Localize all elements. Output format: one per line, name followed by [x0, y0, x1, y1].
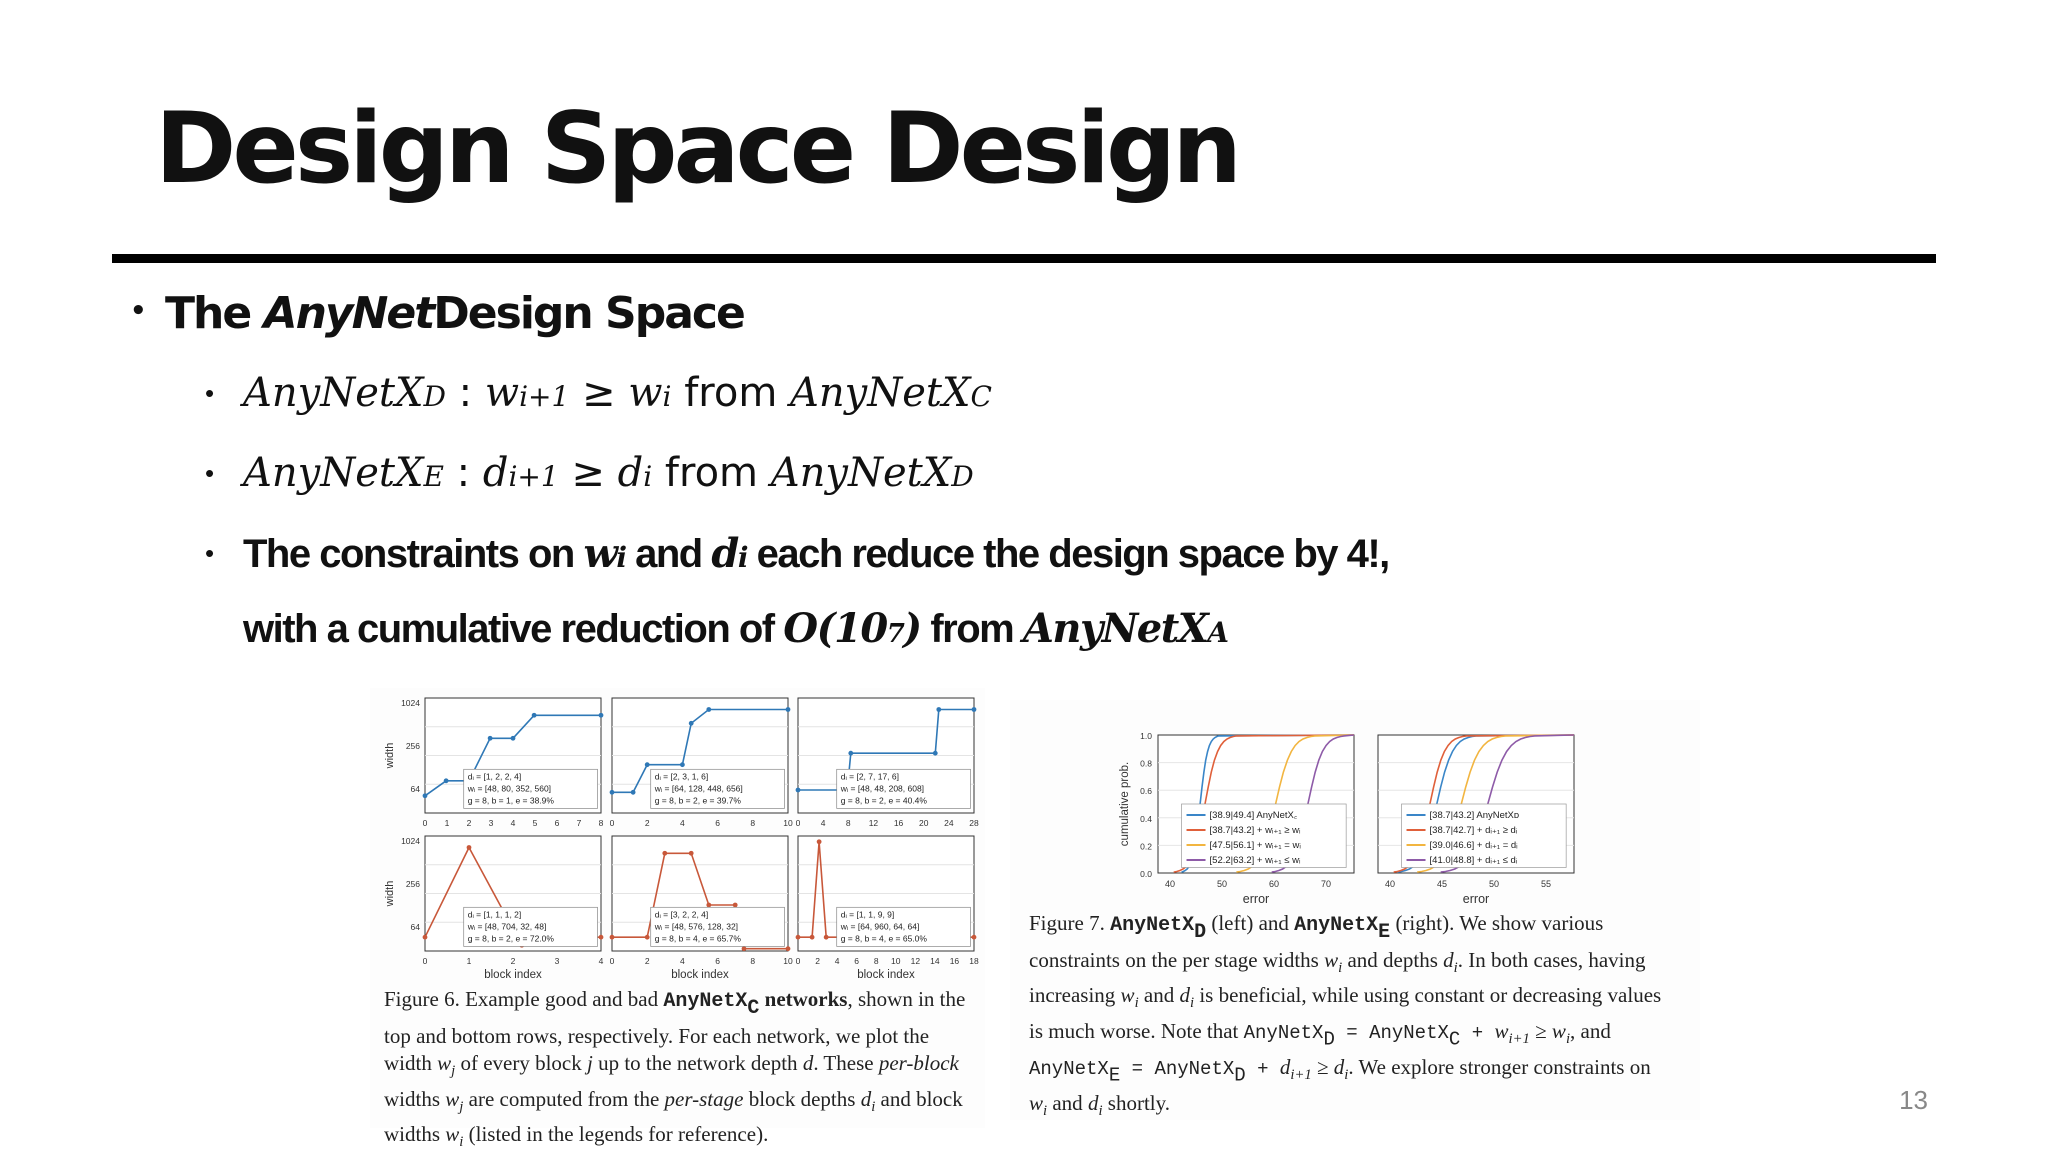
caption-sub: i	[1344, 1067, 1349, 1084]
fig6-xtick-label: 0	[422, 818, 428, 828]
fig6-point	[645, 935, 650, 940]
fig6-point	[423, 793, 428, 798]
geq-symbol: ≥	[558, 450, 618, 496]
fig6-subplot	[610, 836, 793, 981]
fig7-subplot	[1378, 735, 1574, 906]
fig6-xtick-label: 10	[891, 956, 901, 966]
fig6-xtick-label: 16	[893, 818, 904, 828]
bullet-text: The	[165, 288, 251, 339]
fig6-xlabel: block index	[671, 969, 729, 981]
fig6-xtick-label: 7	[576, 818, 582, 828]
bullet-dot: •	[205, 458, 215, 488]
fig6-xtick-label: 2	[466, 818, 472, 828]
fig6-xtick-label: 0	[609, 956, 615, 966]
fig6-legend-entry: g = 8, b = 1, e = 38.9%	[467, 795, 554, 806]
fig6-point	[610, 935, 615, 940]
bullet-constraints-line2	[243, 605, 1227, 652]
fig6-point	[972, 707, 977, 712]
fig6-xtick-label: 0	[795, 956, 801, 966]
caption-sub: D	[1234, 1064, 1246, 1087]
caption-math: w	[1029, 1091, 1044, 1116]
fig6-xtick-label: 6	[854, 956, 860, 966]
fig6-xlabel: block index	[857, 969, 915, 981]
fig6-point	[824, 935, 829, 940]
fig6-xtick-label: 6	[715, 818, 720, 828]
caption-sub: C	[747, 997, 760, 1020]
subscript: i+1	[508, 460, 559, 493]
caption-sub: i	[871, 1098, 876, 1115]
fig6-xtick-label: 12	[868, 818, 879, 828]
math-term: AnyNetX	[790, 370, 971, 416]
big-o-close: )	[903, 605, 921, 652]
caption-code: =	[1120, 1057, 1155, 1080]
caption-text: ≥	[1529, 1018, 1552, 1043]
caption-text: and	[1047, 1091, 1088, 1116]
fig6-legend-entry: g = 8, b = 2, e = 40.4%	[840, 795, 927, 806]
fig6-point	[733, 903, 738, 908]
math-term: w	[628, 370, 663, 416]
fig6-point	[599, 713, 604, 718]
bullet-constraints-line1	[205, 530, 1389, 577]
figure7-caption	[1029, 910, 1669, 1126]
caption-text: and block widths	[384, 1086, 963, 1147]
caption-code: AnyNetX	[1243, 1021, 1324, 1044]
caption-code: AnyNetX	[1110, 914, 1195, 937]
fig6-subplot	[796, 698, 979, 828]
fig6-xtick-label: 4	[680, 818, 685, 828]
caption-sub: i	[1565, 1030, 1571, 1047]
fig6-ytick-label: 256	[405, 741, 420, 751]
caption-sub: i	[1338, 959, 1343, 976]
fig6-xtick-label: 4	[834, 956, 840, 966]
caption-sub: i	[1134, 995, 1139, 1012]
caption-text: , and	[1570, 1018, 1611, 1043]
caption-sub: i	[1043, 1103, 1048, 1120]
fig6-point	[444, 778, 449, 783]
caption-code: AnyNetX	[1154, 1057, 1235, 1080]
fig6-xtick-label: 28	[969, 818, 979, 828]
caption-math: d	[1443, 947, 1454, 972]
caption-text: . We explore stronger constraints on	[1348, 1054, 1651, 1079]
fig7-ytick-label: 0.0	[1140, 869, 1152, 879]
caption-sub: C	[1448, 1028, 1461, 1051]
fig7-ytick-label: 0.4	[1140, 813, 1152, 824]
bullet-text: from	[920, 607, 1023, 651]
fig6-xtick-label: 0	[795, 818, 801, 828]
fig6-legend-entry: wᵢ = [48, 80, 352, 560]	[467, 783, 552, 794]
math-term: d	[482, 450, 509, 496]
fig6-point	[532, 713, 537, 718]
caption-math: w	[1324, 947, 1339, 972]
caption-math: w	[445, 1122, 460, 1147]
fig7-xtick-label: 40	[1164, 879, 1176, 889]
fig6-xlabel: block index	[484, 969, 542, 981]
fig6-legend-entry: g = 8, b = 2, e = 39.7%	[654, 795, 741, 806]
caption-math: d	[1179, 983, 1190, 1008]
caption-math: w	[445, 1086, 460, 1111]
fig6-ylabel: width	[384, 742, 396, 769]
fig7-xtick-label: 60	[1268, 879, 1280, 889]
bullet-text: The constraints on	[243, 532, 584, 576]
caption-code: +	[1245, 1057, 1280, 1080]
caption-math: d	[1087, 1091, 1099, 1116]
fig6-xtick-label: 3	[488, 818, 494, 828]
fig6-xtick-label: 1	[444, 818, 450, 828]
caption-sub: i	[1453, 959, 1458, 976]
caption-math: w	[437, 1051, 452, 1075]
caption-sub: i	[1189, 995, 1195, 1012]
fig6-point	[786, 946, 791, 951]
colon: :	[445, 370, 485, 416]
fig6-point	[511, 736, 516, 741]
fig6-subplot	[796, 836, 979, 981]
fig6-xtick-label: 8	[750, 956, 756, 966]
fig6-point	[706, 707, 711, 712]
fig6-legend-entry: wᵢ = [64, 128, 448, 656]	[654, 783, 743, 794]
fig7-ylabel: cumulative prob.	[1119, 761, 1131, 847]
fig7-xlabel: error	[1242, 892, 1270, 906]
math-term: d	[617, 450, 644, 496]
fig6-legend-entry: dᵢ = [2, 3, 1, 6]	[654, 771, 709, 782]
fig7-xtick-label: 55	[1540, 879, 1552, 889]
caption-code: =	[1334, 1021, 1370, 1044]
fig6-point	[662, 851, 667, 856]
from-text: from	[671, 370, 790, 416]
fig6-xtick-label: 3	[554, 956, 560, 966]
fig6-xtick-label: 8	[598, 818, 604, 828]
caption-text: of every block	[455, 1051, 587, 1075]
caption-italic: per-stage	[664, 1086, 744, 1111]
fig6-xtick-label: 2	[510, 956, 516, 966]
slide-title: Design Space Design	[155, 92, 1238, 206]
fig6-xtick-label: 2	[644, 818, 650, 828]
page-number: 13	[1899, 1085, 1928, 1115]
subscript: i	[737, 541, 747, 574]
fig6-xtick-label: 4	[680, 956, 685, 966]
caption-text: . These	[813, 1051, 879, 1075]
math-term: AnyNetX	[770, 450, 952, 496]
bullet-anynetxe	[205, 450, 974, 496]
fig6-legend-entry: dᵢ = [3, 2, 2, 4]	[654, 909, 709, 920]
caption-text: ≥	[1311, 1054, 1334, 1079]
caption-sub: i	[459, 1134, 464, 1151]
caption-bold: networks	[759, 987, 848, 1011]
caption-sub: i+1	[1290, 1067, 1312, 1084]
fig6-xtick-label: 4	[510, 818, 516, 828]
caption-sub: i	[1098, 1103, 1103, 1120]
caption-text: and	[1138, 983, 1180, 1008]
caption-text: and depths	[1342, 947, 1444, 972]
caption-math: w	[1551, 1018, 1566, 1043]
caption-sub: E	[1108, 1064, 1121, 1087]
fig6-point	[488, 736, 493, 741]
caption-code: AnyNetX	[1029, 1057, 1109, 1080]
subscript: E	[423, 460, 444, 493]
caption-sub: i+1	[1508, 1030, 1530, 1047]
subscript: A	[1207, 616, 1228, 649]
fig6-ylabel: width	[384, 880, 396, 907]
caption-math: d	[802, 1051, 814, 1075]
fig7-ytick-label: 0.2	[1140, 841, 1152, 852]
caption-italic: per-block	[878, 1051, 959, 1075]
fig6-point	[467, 845, 472, 850]
caption-math: w	[1494, 1018, 1509, 1043]
big-o-term: O(10	[783, 605, 887, 652]
fig7-legend-entry: [38.7|43.2] + wᵢ₊₁ ≥ wᵢ	[1209, 825, 1301, 836]
fig6-subplot	[384, 698, 604, 828]
fig6-xtick-label: 10	[783, 818, 793, 828]
fig6-point	[599, 935, 604, 940]
fig7-legend-entry: [39.0|46.6] + dᵢ₊₁ = dᵢ	[1429, 840, 1518, 851]
subscript: D	[423, 380, 446, 413]
fig7-subplot	[1119, 731, 1354, 906]
fig6-legend-entry: g = 8, b = 4, e = 65.7%	[654, 933, 741, 944]
fig6-legend-entry: dᵢ = [1, 2, 2, 4]	[467, 771, 522, 782]
caption-text: (right). We show various constraints on the per stage widths	[1029, 911, 1604, 972]
bullet-anynet-design-space	[130, 288, 744, 339]
fig6-legend-entry: g = 8, b = 4, e = 65.0%	[840, 933, 927, 944]
caption-code: AnyNetX	[1294, 914, 1379, 937]
fig7-ytick-label: 1.0	[1140, 731, 1152, 741]
fig6-subplot	[384, 836, 604, 981]
caption-text: is beneficial, while using constant or decreasing values is much worse. Note that	[1029, 983, 1662, 1043]
fig6-xtick-label: 8	[873, 956, 879, 966]
fig7-ytick-label: 0.8	[1140, 758, 1152, 769]
fig6-ytick-label: 1024	[401, 836, 420, 846]
fig6-point	[689, 721, 694, 726]
math-term: d	[711, 530, 738, 577]
caption-math: d	[860, 1086, 872, 1111]
caption-text: Figure 6. Example good and bad	[384, 987, 664, 1011]
caption-math: d	[1279, 1054, 1291, 1079]
fig6-xtick-label: 2	[815, 956, 820, 966]
fig7-legend-entry: [47.5|56.1] + wᵢ₊₁ = wᵢ	[1209, 840, 1301, 851]
geq-symbol: ≥	[569, 370, 629, 416]
caption-code: AnyNetX	[1369, 1021, 1449, 1044]
caption-text: (listed in the legends for reference).	[463, 1122, 769, 1147]
fig6-point	[631, 790, 636, 795]
fig7-xtick-label: 40	[1384, 879, 1396, 889]
caption-text: Figure 7.	[1029, 911, 1111, 935]
fig7-xtick-label: 45	[1436, 879, 1448, 889]
fig6-ytick-label: 64	[410, 784, 420, 794]
fig6-xtick-label: 18	[969, 956, 979, 966]
fig6-ytick-label: 1024	[401, 698, 420, 708]
caption-math: d	[1333, 1054, 1345, 1079]
bullet-text: with a cumulative reduction of	[243, 607, 784, 651]
fig6-xtick-label: 20	[918, 818, 929, 828]
fig6-xtick-label: 5	[532, 818, 538, 828]
fig6-point	[786, 707, 791, 712]
fig6-point	[810, 935, 815, 940]
math-term: w	[583, 530, 617, 577]
caption-text: are computed from the	[463, 1086, 665, 1111]
fig6-point	[680, 762, 685, 767]
fig7-legend-entry: [38.9|49.4] AnyNetX꜀	[1209, 810, 1298, 821]
fig6-point	[972, 935, 977, 940]
figure6-charts	[370, 688, 985, 1008]
fig6-xtick-label: 8	[845, 818, 851, 828]
figure7-charts	[1010, 700, 1700, 910]
caption-code: +	[1460, 1021, 1495, 1044]
fig6-xtick-label: 12	[910, 956, 921, 966]
fig6-xtick-label: 0	[609, 818, 615, 828]
fig7-xtick-label: 70	[1320, 879, 1332, 889]
math-term: AnyNetX	[243, 450, 424, 496]
fig6-legend-entry: wᵢ = [48, 704, 32, 48]	[467, 921, 547, 932]
fig7-xlabel: error	[1462, 892, 1490, 906]
and-text: and	[625, 532, 712, 576]
bullet-dot: •	[130, 296, 145, 326]
fig6-xtick-label: 6	[554, 818, 560, 828]
bullet-text: each reduce the design space by 4!,	[746, 532, 1389, 576]
fig6-ytick-label: 64	[410, 922, 420, 932]
from-text: from	[652, 450, 771, 496]
fig7-xtick-label: 50	[1216, 879, 1228, 889]
fig6-legend-entry: g = 8, b = 2, e = 72.0%	[467, 933, 554, 944]
fig7-legend-entry: [52.2|63.2] + wᵢ₊₁ ≤ wᵢ	[1209, 855, 1301, 866]
subscript: i	[643, 460, 653, 493]
math-term: w	[484, 370, 520, 416]
fig7-legend-entry: [38.7|43.2] AnyNetXᴅ	[1429, 810, 1520, 821]
caption-sub: D	[1194, 921, 1207, 944]
fig6-ytick-label: 256	[405, 879, 420, 889]
fig6-legend-entry: dᵢ = [1, 1, 9, 9]	[840, 909, 895, 920]
title-divider	[112, 254, 1936, 263]
fig6-xtick-label: 8	[750, 818, 756, 828]
caption-code: AnyNetX	[663, 990, 748, 1013]
caption-text: , shown in the top and bottom rows, respectively. For each network, we plot the width	[384, 987, 966, 1075]
subscript: C	[970, 380, 992, 413]
fig6-point	[645, 762, 650, 767]
subscript: i	[662, 380, 672, 413]
fig6-xtick-label: 1	[466, 956, 472, 966]
fig7-legend-entry: [41.0|48.8] + dᵢ₊₁ ≤ dᵢ	[1429, 855, 1518, 866]
bullet-text-suffix: Design Space	[433, 288, 744, 339]
bullet-anynetxd	[205, 370, 992, 416]
bullet-dot: •	[205, 538, 213, 568]
fig6-xtick-label: 4	[598, 956, 604, 966]
fig6-point	[817, 839, 822, 844]
caption-math: w	[1120, 983, 1135, 1008]
caption-text: (left) and	[1206, 911, 1295, 935]
fig6-subplot	[610, 698, 793, 828]
fig6-legend-entry: wᵢ = [48, 48, 208, 608]	[840, 783, 925, 794]
fig6-point	[423, 935, 428, 940]
fig6-legend-entry: dᵢ = [2, 7, 17, 6]	[840, 771, 900, 782]
fig6-xtick-label: 16	[949, 956, 960, 966]
fig6-point	[610, 790, 615, 795]
fig7-ytick-label: 0.6	[1140, 786, 1152, 797]
fig6-legend-entry: dᵢ = [1, 1, 1, 2]	[467, 909, 522, 920]
math-term: AnyNetX	[243, 370, 424, 416]
fig6-point	[933, 751, 938, 756]
fig6-point	[848, 751, 853, 756]
caption-sub: j	[451, 1063, 456, 1080]
fig6-point	[742, 946, 747, 951]
fig7-xtick-label: 50	[1488, 879, 1500, 889]
caption-text: . In both cases, having increasing	[1029, 947, 1646, 1008]
subscript: i+1	[519, 380, 570, 413]
math-term: AnyNetX	[1022, 605, 1208, 652]
fig6-xtick-label: 14	[930, 956, 940, 966]
fig6-point	[936, 707, 941, 712]
fig6-xtick-label: 24	[944, 818, 954, 828]
fig6-xtick-label: 4	[820, 818, 826, 828]
subscript: D	[951, 460, 974, 493]
caption-sub: j	[459, 1098, 464, 1115]
fig7-legend-entry: [38.7|42.7] + dᵢ₊₁ ≥ dᵢ	[1429, 825, 1518, 836]
fig6-legend-entry: wᵢ = [48, 576, 128, 32]	[654, 921, 739, 932]
bullet-dot: •	[205, 378, 215, 408]
caption-sub: D	[1323, 1028, 1335, 1051]
colon: :	[443, 450, 483, 496]
fig6-xtick-label: 2	[644, 956, 650, 966]
fig6-xtick-label: 6	[715, 956, 720, 966]
caption-text: up to the network depth	[592, 1051, 803, 1075]
bullet-italic: AnyNet	[263, 288, 434, 339]
caption-text: shortly.	[1102, 1091, 1171, 1116]
figure6-caption	[384, 986, 974, 1157]
fig6-xtick-label: 10	[783, 956, 793, 966]
fig6-point	[689, 851, 694, 856]
superscript: 7	[886, 619, 904, 649]
subscript: i	[616, 541, 626, 574]
fig6-point	[796, 935, 801, 940]
caption-math: j	[587, 1051, 593, 1075]
caption-text: widths	[384, 1086, 446, 1111]
caption-sub: E	[1378, 921, 1391, 944]
fig6-xtick-label: 0	[422, 956, 428, 966]
fig6-legend-entry: wᵢ = [64, 960, 64, 64]	[840, 921, 920, 932]
caption-text: block depths	[743, 1086, 861, 1111]
fig6-point	[706, 903, 711, 908]
fig6-point	[796, 788, 801, 793]
